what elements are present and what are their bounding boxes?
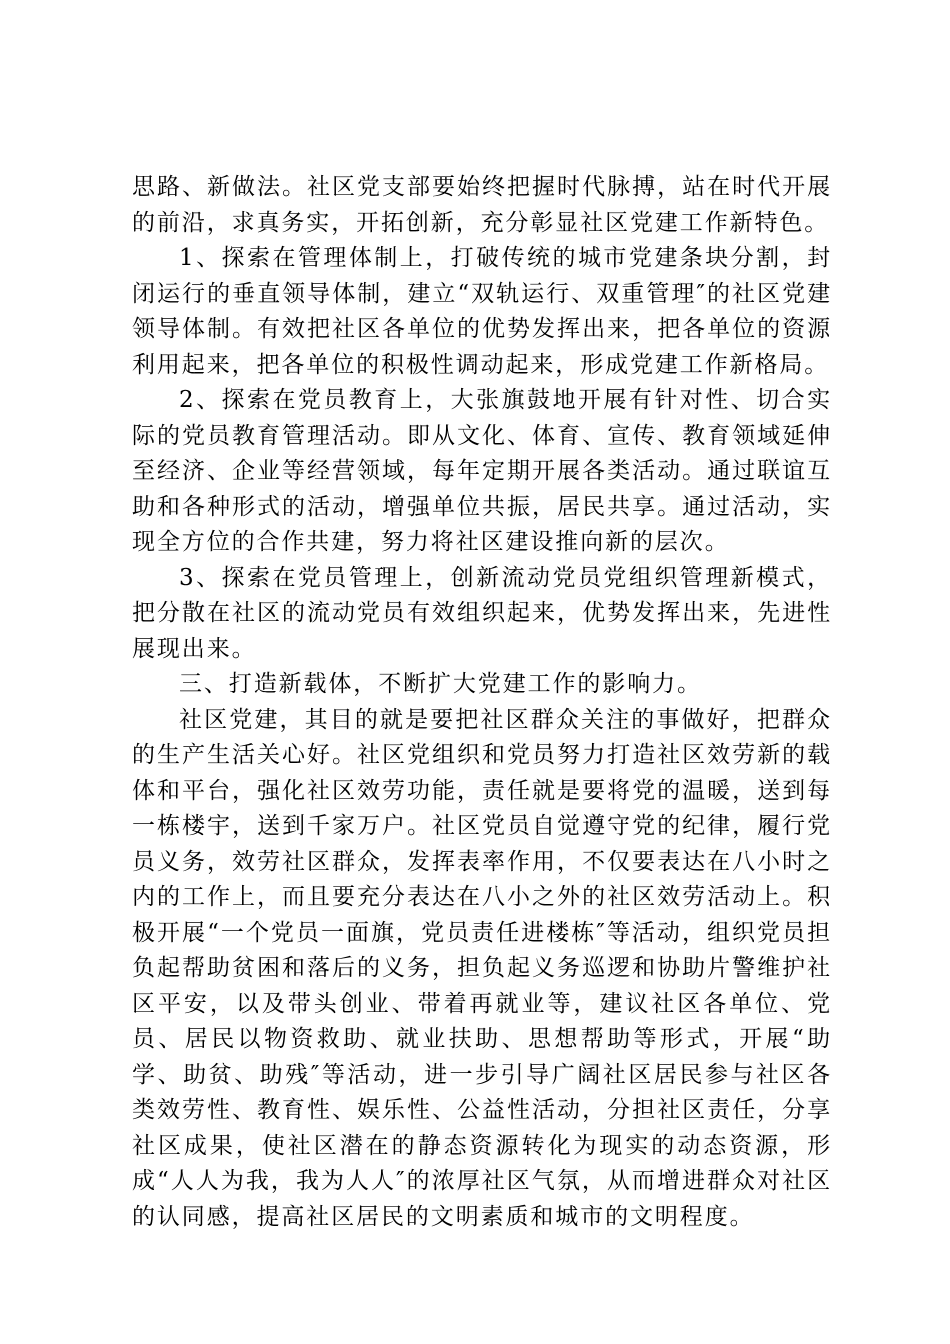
section-heading-new-carrier: 三、打造新载体，不断扩大党建工作的影响力。	[179, 671, 702, 697]
paragraph-management-system: 1、探索在管理体制上，打破传统的城市党建条块分割，封闭运行的垂直领导体制，建立“双轨运行、双重管理″的社区党建领导体制。有效把社区各单位的优势发挥出来，把各单位的资源利用起来，把各单位的积极性调动起来，形成党建工作新格局。	[132, 245, 832, 378]
document-page	[132, 170, 832, 1235]
paragraph-member-education: 2、探索在党员教育上，大张旗鼓地开展有针对性、切合实际的党员教育管理活动。即从文化、体育、宣传、教育领域延伸至经济、企业等经营领域，每年定期开展各类活动。通过联谊互助和各种形式的活动，增强单位共振，居民共享。通过活动，实现全方位的合作共建，努力将社区建设推向新的层次。	[132, 387, 832, 555]
paragraph-member-management: 3、探索在党员管理上，创新流动党员党组织管理新模式，把分散在社区的流动党员有效组织起来，优势发挥出来，先进性展现出来。	[132, 564, 832, 662]
paragraph-community-party-building: 社区党建，其目的就是要把社区群众关注的事做好，把群众的生产生活关心好。社区党组织和党员努力打造社区效劳新的载体和平台，强化社区效劳功能，责任就是要将党的温暖，送到每一栋楼宇，送到千家万户。社区党员自觉遵守党的纪律，履行党员义务，效劳社区群众，发挥表率作用，不仅要表达在八小时之内的工作上，而且要充分表达在八小之外的社区效劳活动上。积极开展“一个党员一面旗，党员责任进楼栋″等活动，组织党员担负起帮助贫困和落后的义务，担负起义务巡逻和协助片警维护社区平安，以及带头创业、带着再就业等，建议社区各单位、党员、居民以物资救助、就业扶助、思想帮助等形式，开展“助学、助贫、助残″等活动，进一步引导广阔社区居民参与社区各类效劳性、教育性、娱乐性、公益性活动，分担社区责任，分享社区成果，使社区潜在的静态资源转化为现实的动态资源，形成“人人为我，我为人人″的浓厚社区气氛，从而增进群众对社区的认同感，提高社区居民的文明素质和城市的文明程度。	[132, 706, 832, 1230]
paragraph-intro-continuation: 思路、新做法。社区党支部要始终把握时代脉搏，站在时代开展的前沿，求真务实，开拓创新，充分彰显社区党建工作新特色。	[132, 174, 832, 236]
